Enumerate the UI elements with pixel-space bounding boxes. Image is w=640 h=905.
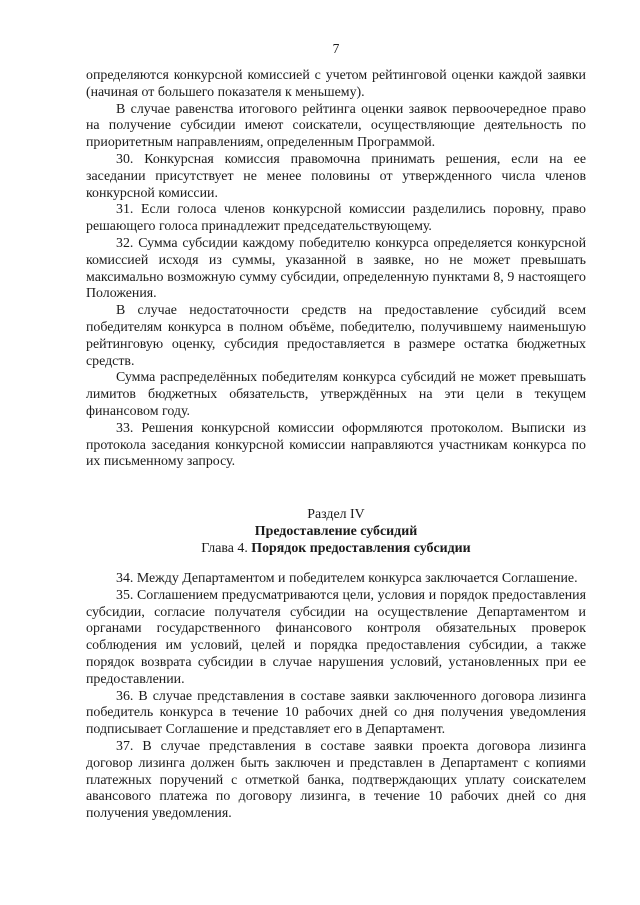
paragraph-37: 37. В случае представления в составе заявки проекта договора лизинга договор лизинга должен быть заключен и представлен в Департамент с копиями платежных поручений с отметкой банка, подтверждающих уплату соискателем авансового платежа по договору лизинга, в течение 10 рабочих дней со дня получения уведомления. (86, 738, 586, 822)
document-page (86, 0, 586, 905)
chapter-title: Порядок предоставления субсидии (251, 540, 471, 556)
section-title: Предоставление субсидий (254, 523, 418, 539)
paragraph-tie-rule: В случае равенства итогового рейтинга оценки заявок первоочередное право на получение субсидии имеют соискатели, осуществляющие деятельность по приоритетным направлениям, определенным Программой. (86, 101, 586, 151)
paragraph-36: 36. В случае представления в составе заявки заключенного договора лизинга победитель конкурса в течение 10 рабочих дней со дня получения уведомления подписывает Соглашение и представляет его в Департамент. (86, 688, 586, 738)
paragraph-33: 33. Решения конкурсной комиссии оформляются протоколом. Выписки из протокола заседания конкурсной комиссии направляются участникам конкурса по их письменному запросу. (86, 420, 586, 470)
paragraph-35: 35. Соглашением предусматриваются цели, условия и порядок предоставления субсидии, согласие получателя субсидии на осуществление Департаментом и органами государственного финансового контроля обязательных проверок соблюдения им условий, целей и порядка предоставления субсидии, а также порядок возврата субсидии в случае нарушения условий, установленных при ее предоставлении. (86, 587, 586, 687)
section-heading (86, 507, 586, 557)
paragraph-32: 32. Сумма субсидии каждому победителю конкурса определяется конкурсной комиссией исходя из суммы, указанной в заявке, но не может превышать максимально возможную сумму субсидии, определенную пунктами 8, 9 настоящего Положения. (86, 235, 586, 302)
section-label: Раздел IV (307, 507, 365, 522)
paragraph-34: 34. Между Департаментом и победителем конкурса заключается Соглашение. (116, 571, 578, 586)
text-block-upper (86, 68, 586, 471)
chapter-prefix: Глава 4. (201, 540, 248, 556)
chapter-heading (86, 541, 586, 558)
page-number: 7 (332, 41, 340, 56)
text-block-lower (86, 571, 586, 823)
paragraph-30: 30. Конкурсная комиссия правомочна принимать решения, если на ее заседании присутствует не менее половины от утвержденного числа членов конкурсной комиссии. (86, 151, 586, 201)
continuation-paragraph: определяются конкурсной комиссией с учетом рейтинговой оценки каждой заявки (начиная от большего показателя к меньшему). (86, 68, 586, 100)
paragraph-subsidy-limits: Сумма распределённых победителям конкурса субсидий не может превышать лимитов бюджетных обязательств, утверждённых на эти цели в текущем финансовом году. (86, 370, 586, 419)
paragraph-31: 31. Если голоса членов конкурсной комиссии разделились поровну, право решающего голоса принадлежит председательствующему. (86, 202, 586, 235)
paragraph-insufficient-funds: В случае недостаточности средств на предоставление субсидий всем победителям конкурса в полном объёме, победителю, получившему наименьшую рейтинговую оценку, субсидия предоставляется в размере остатка бюджетных средств. (86, 303, 586, 369)
